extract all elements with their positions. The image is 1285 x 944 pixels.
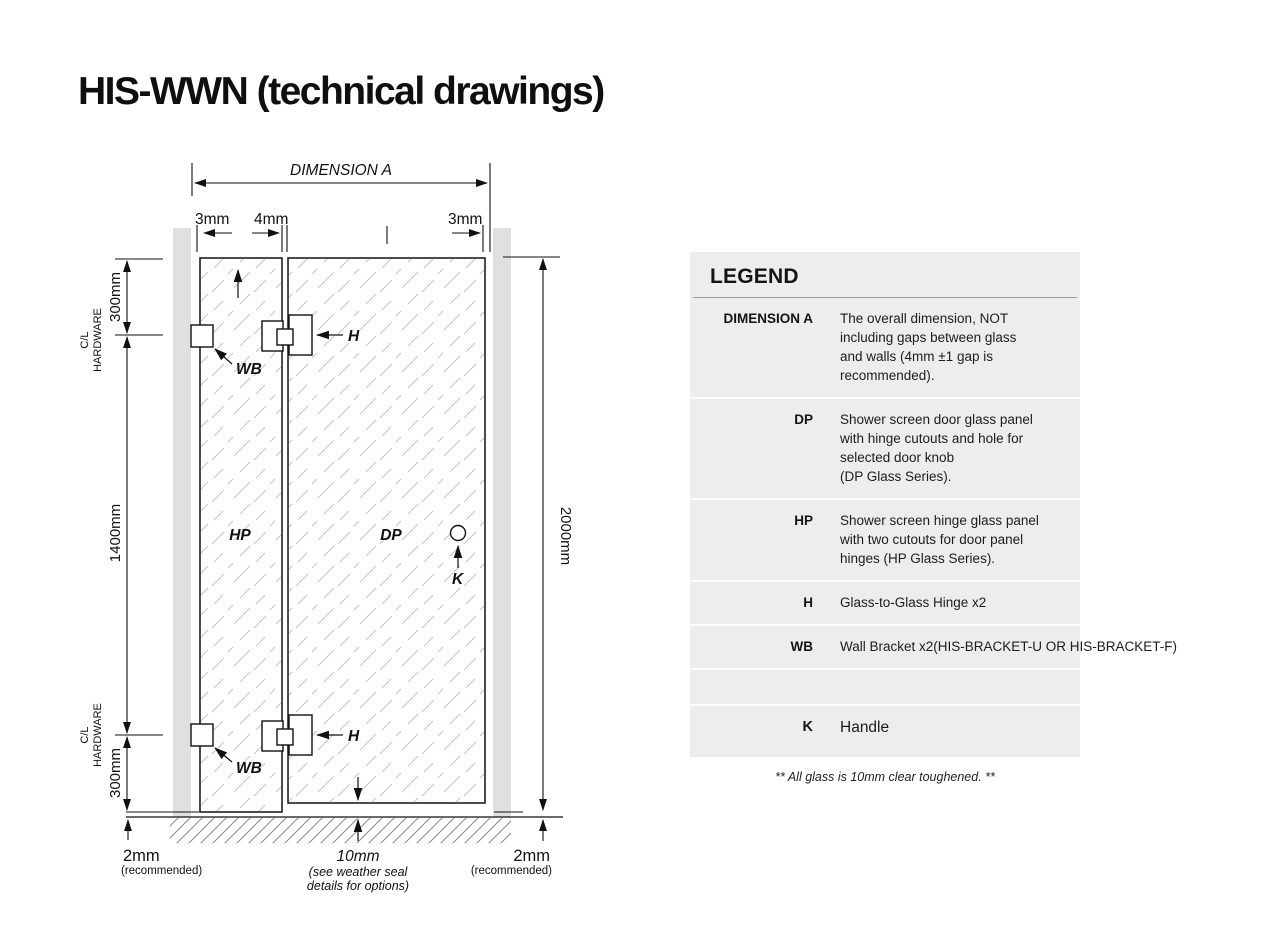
legend-desc: Handle [840,719,890,736]
bottom-middle-note-2: details for options) [306,879,410,893]
legend-desc: The overall dimension, NOT including gaps between glass and walls (4mm ±1 gap is recommended). [840,311,1017,383]
bottom-middle-note-1: (see weather seal [308,865,408,879]
legend-term: HP [794,513,813,528]
top-hinge-label: H [348,328,360,345]
legend-desc: Glass-to-Glass Hinge x2 [840,595,987,610]
gap-right-label: 3mm [448,211,483,228]
legend-row-h [690,582,1080,624]
dim-1400-label: 1400mm [107,503,124,563]
cl-hardware-top-line2: HARDWARE [92,308,104,372]
dim-300-bottom-label: 300mm [107,747,124,799]
bottom-left-note: (recommended) [121,865,203,877]
bottom-wall-bracket [191,724,213,746]
dim-300-top-label: 300mm [107,271,124,323]
legend-row-k [690,706,1080,743]
legend-row-wb [690,626,1178,668]
legend-row-empty [690,670,1080,704]
legend-term: DIMENSION A [723,311,813,326]
page-title: HIS-WWN (technical drawings) [78,70,604,113]
left-wall [173,228,191,817]
door-knob [451,526,466,541]
legend-row-dp [690,399,1080,498]
handle-label: K [452,571,464,588]
legend-desc: Shower screen door glass panel with hinge cutouts and hole for selected door knob (DP Glass Series). [840,412,1033,484]
right-wall [493,228,511,817]
floor-hatch [170,818,511,843]
bottom-right-value: 2mm [513,847,550,865]
gap-left-label: 3mm [195,211,230,228]
bottom-left-value: 2mm [123,847,160,865]
dp-panel-label: DP [380,527,402,544]
legend-box [690,252,1178,757]
cl-hardware-top-line1: C/L [79,331,91,349]
legend-term: DP [794,412,813,427]
hp-panel-label: HP [229,527,251,544]
top-hinge [262,315,312,355]
legend-term: WB [790,639,813,654]
legend-term: H [803,595,813,610]
bottom-middle-value: 10mm [336,848,380,865]
gap-middle-label: 4mm [254,211,289,228]
legend-desc: Wall Bracket x2(HIS-BRACKET-U OR HIS-BRACKET-F) [840,639,1178,654]
legend [690,252,1178,784]
top-wall-bracket-label: WB [236,361,262,378]
legend-title: LEGEND [710,265,799,288]
bottom-wall-bracket-label: WB [236,760,262,777]
legend-row-dimension-a [690,298,1080,397]
bottom-right-note: (recommended) [470,865,552,877]
dim-a-label: DIMENSION A [290,162,392,179]
bottom-hinge-label: H [348,728,360,745]
legend-desc: Shower screen hinge glass panel with two cutouts for door panel hinges (HP Glass Series). [840,513,1039,566]
legend-row-hp [690,500,1080,580]
legend-term: K [802,719,813,735]
dim-2000-label: 2000mm [557,506,574,566]
bottom-hinge [262,715,312,755]
top-wall-bracket [191,325,213,347]
cl-hardware-bottom-line1: C/L [79,726,91,744]
cl-hardware-bottom-line2: HARDWARE [92,703,104,767]
legend-footnote: ** All glass is 10mm clear toughened. ** [775,770,995,784]
